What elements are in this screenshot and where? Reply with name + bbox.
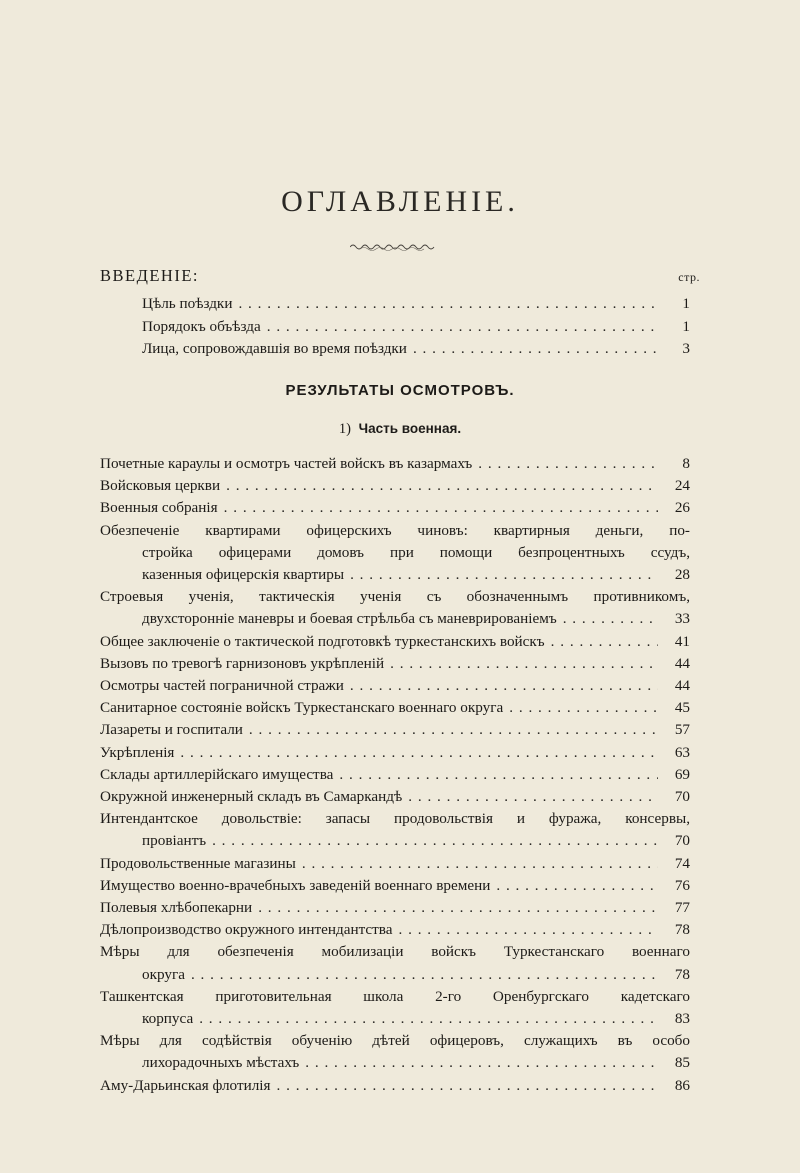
toc-entry [100, 786, 690, 808]
toc-entry [100, 697, 690, 719]
toc-entry [100, 675, 690, 697]
toc-entry [100, 631, 690, 653]
toc-entry [100, 497, 690, 519]
subsection-heading [0, 421, 800, 438]
toc-entry-text: Общее заключеніе о тактической подготовкѣ туркестанскихъ войскъ [100, 632, 545, 650]
toc-entry [100, 853, 690, 875]
dot-leader [551, 631, 658, 653]
toc-entry [100, 316, 690, 339]
ornament-divider [350, 242, 436, 252]
toc-page-number: 26 [674, 499, 690, 517]
toc-entry-text: Вызовъ по тревогѣ гарнизоновъ укрѣпленій [100, 654, 385, 672]
page-title: ОГЛАВЛЕНІЕ. [281, 185, 519, 218]
dot-leader [496, 875, 658, 897]
toc-page-number: 41 [674, 632, 690, 650]
toc-page-number: 86 [674, 1076, 690, 1094]
intro-heading: ВВЕДЕНІЕ: [100, 266, 199, 285]
dot-leader [191, 964, 658, 986]
toc-entry-text: Мѣры для обезпеченія мобилизаціи войскъ Туркестанскаго военнаго [100, 943, 690, 961]
subsection-number: 1) [338, 421, 351, 437]
toc-entry-text: Ташкентская приготовительная школа 2-го Оренбургскаго кадетскаго [100, 987, 690, 1005]
toc-page-number: 83 [674, 1010, 690, 1028]
toc-page-number: 8 [682, 455, 690, 472]
toc-entry-text: Строевыя ученія, тактическія ученія съ обозначеннымъ противникомъ, [100, 588, 690, 606]
toc-entry [100, 986, 690, 1030]
toc-entry [100, 453, 690, 475]
toc-entry-text: Почетные караулы и осмотръ частей войскъ въ казармахъ [100, 455, 473, 472]
toc-entries [100, 453, 690, 1097]
toc-entry-text: двухсторонніе маневры и боевая стрѣльба съ маневрированіемъ [142, 610, 557, 628]
toc-entry-text: Имущество военно-врачебныхъ заведеній военнаго времени [100, 876, 491, 894]
toc-entry [100, 919, 690, 941]
toc-page-number: 57 [674, 721, 690, 739]
toc-page-number: 63 [674, 743, 690, 761]
toc-entry [100, 293, 690, 316]
toc-entry-text: Интендантское довольствіе: запасы продовольствія и фуража, консервы, [100, 810, 690, 828]
toc-entry-text: Полевыя хлѣбопекарни [100, 899, 253, 917]
dot-leader [302, 853, 658, 875]
toc-entry-text: стройка офицерами домовъ при помощи безпроцентныхъ ссудъ, [142, 543, 690, 561]
toc-page-number: 1 [682, 317, 690, 335]
toc-page-number: 28 [674, 566, 690, 584]
dot-leader [180, 742, 658, 764]
toc-entry [100, 586, 690, 630]
toc-entry [100, 764, 690, 786]
toc-page-number: 70 [674, 788, 690, 806]
dot-leader [408, 786, 658, 808]
toc-entry-text: Войсковыя церкви [100, 477, 221, 495]
toc-entry-text: Продовольственные магазины [100, 854, 296, 872]
dot-leader [563, 608, 658, 630]
toc-entry-text: лихорадочныхъ мѣстахъ [142, 1054, 300, 1072]
toc-page-number: 33 [674, 610, 690, 628]
toc-entry-text: Окружной инженерный складъ въ Самаркандѣ [100, 788, 403, 806]
toc-entry-text: Цѣль поѣздки [142, 295, 233, 312]
toc-entry [100, 475, 690, 497]
dot-leader [350, 564, 658, 586]
dot-leader [226, 475, 658, 497]
toc-page-number: 85 [674, 1054, 690, 1072]
toc-page-number: 70 [674, 832, 690, 850]
dot-leader [399, 919, 659, 941]
toc-entry-text: провіантъ [142, 832, 207, 850]
dot-leader [258, 897, 658, 919]
dot-leader [413, 338, 658, 361]
toc-entry-text: Осмотры частей пограничной стражи [100, 677, 344, 695]
dot-leader [339, 764, 658, 786]
toc-page-number: 45 [674, 699, 690, 717]
section-heading: РЕЗУЛЬТАТЫ ОСМОТРОВЪ. [285, 382, 515, 399]
toc-entry-text: Лица, сопровождавшія во время поѣздки [142, 340, 407, 357]
toc-entry [100, 338, 690, 361]
toc-entry-text: Дѣлопроизводство окружного интендантства [100, 921, 393, 939]
toc-entry-text: Военныя собранія [100, 499, 218, 517]
toc-entry-text: округа [142, 965, 185, 983]
page-column-label: стр. [678, 270, 700, 284]
toc-entry [100, 653, 690, 675]
toc-entry-text: Укрѣпленія [100, 743, 175, 761]
intro-entries [100, 293, 690, 361]
toc-entry-text: Аму-Дарьинская флотилія [100, 1076, 271, 1094]
dot-leader [277, 1075, 658, 1097]
toc-entry-text: корпуса [142, 1010, 194, 1028]
toc-entry [100, 941, 690, 985]
toc-entry-text: казенныя офицерскія квартиры [142, 566, 345, 584]
toc-entry [100, 742, 690, 764]
dot-leader [305, 1052, 658, 1074]
toc-page-number: 76 [674, 876, 690, 894]
toc-entry [100, 897, 690, 919]
toc-entry-text: Лазареты и госпитали [100, 721, 243, 739]
dot-leader [390, 653, 658, 675]
dot-leader [249, 719, 658, 741]
toc-entry-text: Санитарное состояніе войскъ Туркестанскаго военнаго округа [100, 699, 504, 717]
dot-leader [224, 497, 658, 519]
toc-page-number: 69 [674, 765, 690, 783]
toc-page-number: 78 [674, 921, 690, 939]
dot-leader [238, 293, 658, 316]
subsection-title: Часть военная. [358, 421, 462, 436]
toc-page-number: 78 [674, 965, 690, 983]
toc-page-number: 77 [674, 899, 690, 917]
toc-entry [100, 1030, 690, 1074]
dot-leader [509, 697, 658, 719]
toc-entry-text: Мѣры для содѣйствія обученію дѣтей офицеровъ, служащихъ въ особо [100, 1032, 690, 1050]
dot-leader [199, 1008, 658, 1030]
toc-entry-text: Порядокъ объѣзда [142, 317, 261, 335]
dot-leader [212, 830, 658, 852]
toc-page-number: 1 [682, 295, 690, 312]
toc-page-number: 44 [674, 654, 690, 672]
toc-entry [100, 719, 690, 741]
toc-entry [100, 520, 690, 587]
toc-page-number: 24 [674, 477, 690, 495]
toc-entry [100, 875, 690, 897]
dot-leader [267, 316, 658, 339]
toc-entry-text: Склады артиллерійскаго имущества [100, 765, 334, 783]
toc-page-number: 74 [674, 854, 690, 872]
toc-page-number: 3 [682, 340, 690, 357]
dot-leader [478, 453, 658, 475]
dot-leader [350, 675, 658, 697]
toc-page-number: 44 [674, 677, 690, 695]
toc-entry [100, 1075, 690, 1097]
toc-entry-text: Обезпеченіе квартирами офицерскихъ чиновъ: квартирныя деньги, по- [100, 521, 690, 539]
toc-entry [100, 808, 690, 852]
